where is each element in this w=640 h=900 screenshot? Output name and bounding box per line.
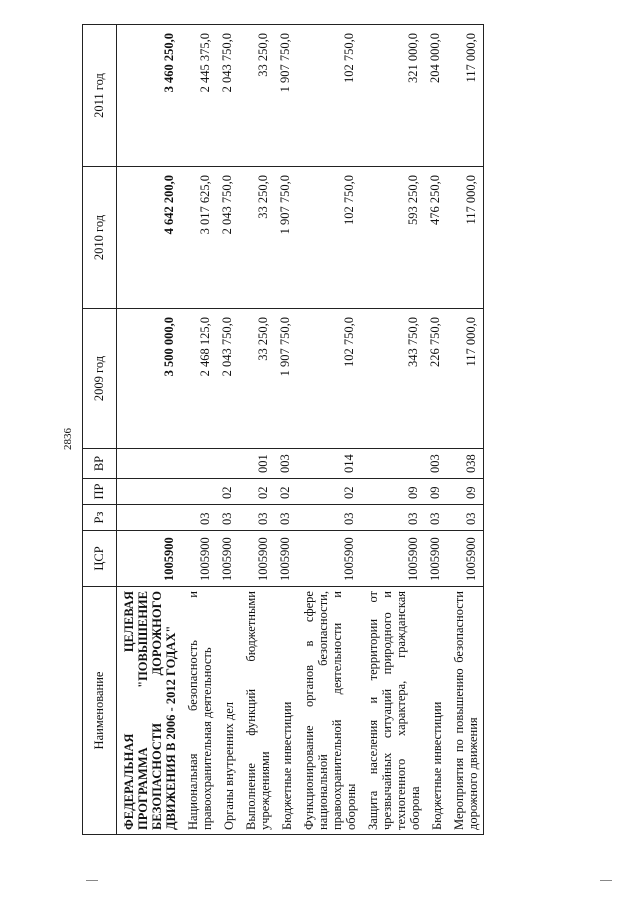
row-vr: 038 — [447, 449, 484, 479]
row-rz: 03 — [181, 505, 217, 531]
row-y2011: 102 750,0 — [297, 25, 361, 167]
crop-mark-left — [86, 880, 98, 881]
header-pr: ПР — [83, 479, 117, 505]
row-csr: 1005900 — [117, 531, 182, 587]
row-pr — [181, 479, 217, 505]
row-y2011: 321 000,0 — [361, 25, 425, 167]
budget-table — [82, 24, 484, 835]
page-number: 2836 — [62, 428, 74, 450]
row-vr: 003 — [275, 449, 297, 479]
row-rz: 03 — [217, 505, 239, 531]
header-csr: ЦСР — [83, 531, 117, 587]
header-vr: ВР — [83, 449, 117, 479]
row-pr: 09 — [447, 479, 484, 505]
row-pr — [117, 479, 182, 505]
row-y2009: 1 907 750,0 — [275, 309, 297, 449]
row-name: Мероприятия по повышению безопасности дорожного движения — [447, 587, 484, 835]
row-name: Национальная безопасность и правоохранительная деятельность — [181, 587, 217, 835]
row-csr: 1005900 — [181, 531, 217, 587]
row-csr: 1005900 — [239, 531, 275, 587]
row-pr: 09 — [425, 479, 447, 505]
row-vr: 001 — [239, 449, 275, 479]
header-name: Наименование — [83, 587, 117, 835]
table-row — [297, 25, 361, 835]
row-rz: 03 — [239, 505, 275, 531]
row-y2009: 102 750,0 — [297, 309, 361, 449]
row-y2009: 343 750,0 — [361, 309, 425, 449]
row-name: Функционирование органов в сфере национальной безопасности, правоохранительной деятельности и обороны — [297, 587, 361, 835]
rotated-table-area — [82, 25, 617, 835]
row-vr — [181, 449, 217, 479]
row-vr — [217, 449, 239, 479]
row-y2011: 33 250,0 — [239, 25, 275, 167]
row-name: Бюджетные инвестиции — [275, 587, 297, 835]
row-name: ФЕДЕРАЛЬНАЯ ЦЕЛЕВАЯ ПРОГРАММА "ПОВЫШЕНИЕ БЕЗОПАСНОСТИ ДОРОЖНОГО ДВИЖЕНИЯ В 2006 - 2012 ГОДАХ" — [117, 587, 182, 835]
row-y2011: 204 000,0 — [425, 25, 447, 167]
row-pr: 02 — [239, 479, 275, 505]
table-row — [447, 25, 484, 835]
row-vr: 003 — [425, 449, 447, 479]
table-row — [239, 25, 275, 835]
row-vr — [117, 449, 182, 479]
row-y2009: 33 250,0 — [239, 309, 275, 449]
row-y2010: 102 750,0 — [297, 167, 361, 309]
header-2009: 2009 год — [83, 309, 117, 449]
table-row — [361, 25, 425, 835]
row-y2010: 3 017 625,0 — [181, 167, 217, 309]
table-row — [275, 25, 297, 835]
row-y2010: 1 907 750,0 — [275, 167, 297, 309]
row-y2010: 117 000,0 — [447, 167, 484, 309]
row-csr: 1005900 — [361, 531, 425, 587]
row-name: Бюджетные инвестиции — [425, 587, 447, 835]
row-csr: 1005900 — [275, 531, 297, 587]
row-csr: 1005900 — [217, 531, 239, 587]
header-2010: 2010 год — [83, 167, 117, 309]
row-rz: 03 — [297, 505, 361, 531]
row-y2010: 593 250,0 — [361, 167, 425, 309]
row-y2009: 2 468 125,0 — [181, 309, 217, 449]
row-y2009: 117 000,0 — [447, 309, 484, 449]
row-rz: 03 — [275, 505, 297, 531]
row-name: Органы внутренних дел — [217, 587, 239, 835]
table-row — [425, 25, 447, 835]
table-header-row — [83, 25, 117, 835]
header-rz: Рз — [83, 505, 117, 531]
row-y2010: 33 250,0 — [239, 167, 275, 309]
row-y2011: 3 460 250,0 — [117, 25, 182, 167]
row-y2011: 2 043 750,0 — [217, 25, 239, 167]
row-y2009: 2 043 750,0 — [217, 309, 239, 449]
row-name: Выполнение функций бюджетными учреждениями — [239, 587, 275, 835]
row-y2009: 226 750,0 — [425, 309, 447, 449]
row-y2011: 2 445 375,0 — [181, 25, 217, 167]
header-2011: 2011 год — [83, 25, 117, 167]
row-name: Защита населения и территории от чрезвычайных ситуаций природного и техногенного характера, гражданская оборона — [361, 587, 425, 835]
row-rz: 03 — [447, 505, 484, 531]
row-csr: 1005900 — [297, 531, 361, 587]
row-pr: 02 — [275, 479, 297, 505]
row-y2010: 476 250,0 — [425, 167, 447, 309]
row-rz: 03 — [361, 505, 425, 531]
row-y2011: 117 000,0 — [447, 25, 484, 167]
row-csr: 1005900 — [425, 531, 447, 587]
row-y2011: 1 907 750,0 — [275, 25, 297, 167]
row-y2010: 4 642 200,0 — [117, 167, 182, 309]
table-row — [117, 25, 182, 835]
table-row — [217, 25, 239, 835]
table-row — [181, 25, 217, 835]
row-y2010: 2 043 750,0 — [217, 167, 239, 309]
row-y2009: 3 500 000,0 — [117, 309, 182, 449]
row-rz — [117, 505, 182, 531]
row-pr: 02 — [297, 479, 361, 505]
row-pr: 09 — [361, 479, 425, 505]
row-csr: 1005900 — [447, 531, 484, 587]
row-vr: 014 — [297, 449, 361, 479]
crop-mark-right — [600, 880, 612, 881]
row-pr: 02 — [217, 479, 239, 505]
row-rz: 03 — [425, 505, 447, 531]
row-vr — [361, 449, 425, 479]
